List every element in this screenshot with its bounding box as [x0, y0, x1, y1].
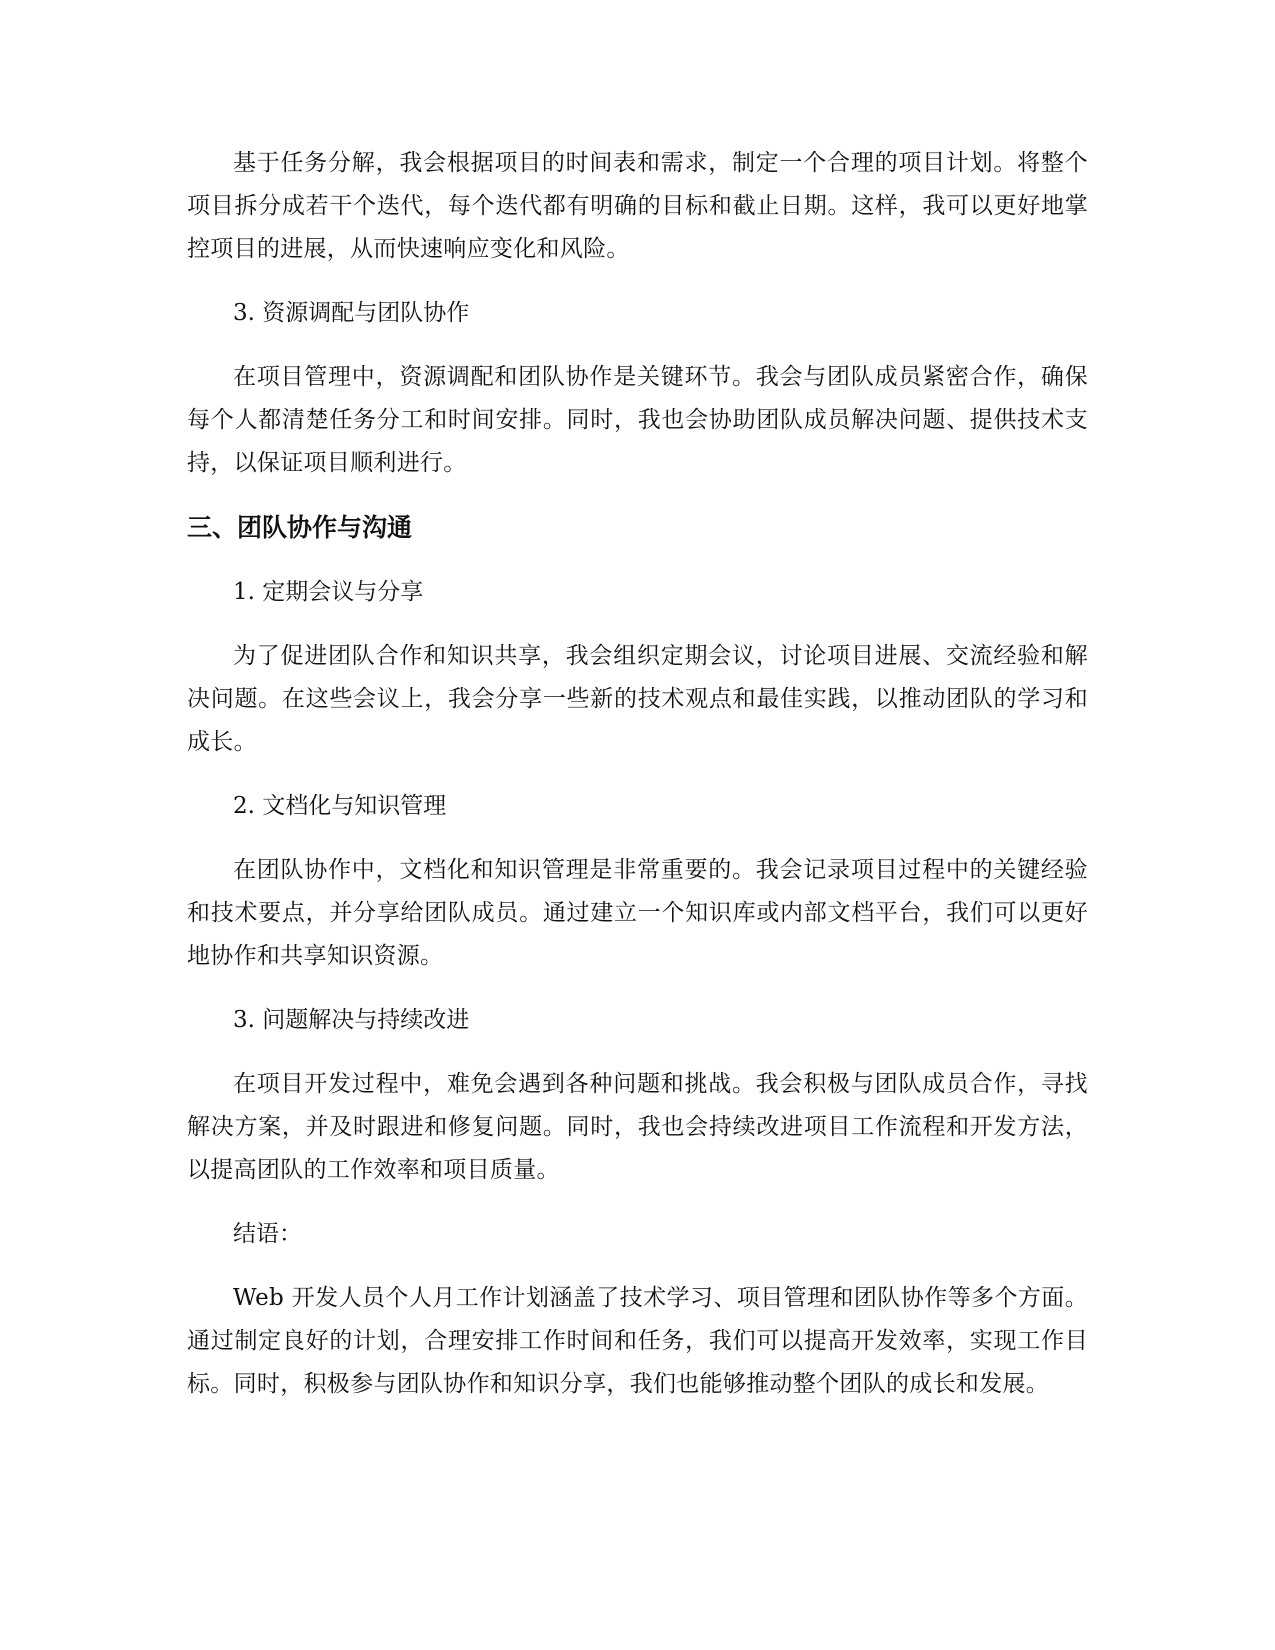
paragraph-project-plan: 基于任务分解，我会根据项目的时间表和需求，制定一个合理的项目计划。将整个项目拆分成若干个迭代，每个迭代都有明确的目标和截止日期。这样，我可以更好地掌控项目的进展，从而快速响应变化和风险。	[187, 150, 1088, 262]
item-regular-meetings: 1. 定期会议与分享	[233, 579, 424, 605]
paragraph-resource-allocation: 在项目管理中，资源调配和团队协作是关键环节。我会与团队成员紧密合作，确保每个人都清楚任务分工和时间安排。同时，我也会协助团队成员解决问题、提供技术支持，以保证项目顺利进行。	[187, 364, 1088, 476]
section-heading-teamwork: 三、团队协作与沟通	[187, 513, 413, 542]
item-documentation: 2. 文档化与知识管理	[233, 793, 447, 819]
paragraph-problem-solving: 在项目开发过程中，难免会遇到各种问题和挑战。我会积极与团队成员合作，寻找解决方案，并及时跟进和修复问题。同时，我也会持续改进项目工作流程和开发方法，以提高团队的工作效率和项目质量。	[187, 1071, 1088, 1183]
paragraph-documentation: 在团队协作中，文档化和知识管理是非常重要的。我会记录项目过程中的关键经验和技术要点，并分享给团队成员。通过建立一个知识库或内部文档平台，我们可以更好地协作和共享知识资源。	[187, 857, 1088, 969]
conclusion-label: 结语：	[233, 1221, 302, 1247]
item-resource-allocation: 3. 资源调配与团队协作	[233, 300, 470, 326]
item-problem-solving: 3. 问题解决与持续改进	[233, 1007, 470, 1033]
paragraph-conclusion: Web 开发人员个人月工作计划涵盖了技术学习、项目管理和团队协作等多个方面。通过制定良好的计划，合理安排工作时间和任务，我们可以提高开发效率，实现工作目标。同时，积极参与团队协作和知识分享，我们也能够推动整个团队的成长和发展。	[187, 1285, 1088, 1397]
paragraph-regular-meetings: 为了促进团队合作和知识共享，我会组织定期会议，讨论项目进展、交流经验和解决问题。在这些会议上，我会分享一些新的技术观点和最佳实践，以推动团队的学习和成长。	[187, 643, 1088, 755]
